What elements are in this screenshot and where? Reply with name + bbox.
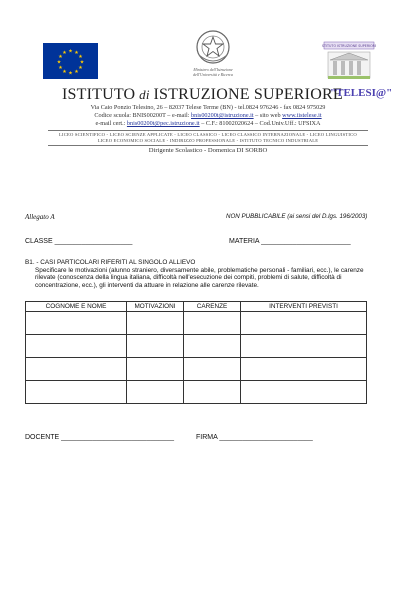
telesia-school-logo <box>322 40 376 84</box>
table-row <box>26 335 367 358</box>
svg-text:★: ★ <box>78 65 83 71</box>
table-cell[interactable] <box>184 358 241 381</box>
codice-line <box>0 112 416 119</box>
title-main: ISTRUZIONE SUPERIORE <box>153 86 343 103</box>
firma-field[interactable]: FIRMA ________________________ <box>196 434 313 441</box>
table-cell[interactable] <box>127 358 184 381</box>
svg-text:★: ★ <box>58 65 63 71</box>
svg-text:★: ★ <box>74 69 79 75</box>
table-cell[interactable] <box>184 312 241 335</box>
svg-text:★: ★ <box>62 69 67 75</box>
b1-title: B1. - CASI PARTICOLARI RIFERITI AL SINGOLO ALLIEVO <box>25 259 196 266</box>
table-cell[interactable] <box>241 358 367 381</box>
col-header-carenze: CARENZE <box>184 302 241 312</box>
table-cell[interactable] <box>127 335 184 358</box>
table-cell[interactable] <box>241 335 367 358</box>
b1-section <box>25 259 380 289</box>
header-divider-bottom <box>48 145 368 146</box>
licei-line1: LICEO SCIENTIFICO - LICEO SCIENZE APPLICATE - LICEO CLASSICO - LICEO CLASSICO INTERNAZIONALE - LICEO LINGUISTICO <box>59 132 357 137</box>
italian-republic-emblem <box>193 27 233 67</box>
svg-text:★: ★ <box>79 59 85 66</box>
pec-email-link[interactable]: bnis00200t@pec.istruzione.it <box>126 120 200 127</box>
table-cell[interactable] <box>26 381 127 404</box>
docente-field[interactable]: DOCENTE _____________________________ <box>25 434 175 441</box>
school-website-link[interactable]: www.iistelese.it <box>282 112 322 119</box>
emblem-caption <box>180 67 246 77</box>
svg-text:★: ★ <box>68 48 73 55</box>
b1-description: Specificare le motivazioni (alunno straniero, diversamente abile, problematiche personali - familiari, ecc.), le carenze rilevate (conoscenza della lingua italiana, difficoltà nell'esecuzione dei compiti, problemi di salute, difficoltà di concentrazione, ecc.), gli interventi da attuare in relazione alle carenze rilevate. <box>35 266 364 289</box>
address-line: Via Caio Ponzio Telesino, 26 – 82037 Telese Terme (BN) - tel.0824 976246 - fax 0824 975029 <box>90 104 326 111</box>
col-header-motivazioni: MOTIVAZIONI <box>127 302 184 312</box>
table-cell[interactable] <box>184 335 241 358</box>
pec-line <box>0 120 416 127</box>
table-cell[interactable] <box>127 381 184 404</box>
licei-line2: LICEO ECONOMICO SOCIALE - INDIRIZZO PROFESSIONALE - ISTITUTO TECNICO INDUSTRIALE <box>97 138 319 143</box>
non-pubblicabile-note: NON PUBBLICABILE (ai sensi del D.lgs. 196/2003) <box>226 213 368 220</box>
codice-mid: – sito web <box>253 112 283 119</box>
eu-flag-logo <box>43 43 98 79</box>
col-header-cognome: COGNOME E NOME <box>26 302 127 312</box>
emblem-caption-line2: dell'Università e Ricerca <box>193 72 233 77</box>
table-cell[interactable] <box>184 381 241 404</box>
title-prefix: ISTITUTO <box>62 86 136 103</box>
table-cell[interactable] <box>127 312 184 335</box>
dirigente: Dirigente Scolastico - Domenica DI SORBO <box>148 147 268 154</box>
svg-text:★: ★ <box>56 59 62 66</box>
table-cell[interactable] <box>241 312 367 335</box>
table-header-row <box>26 302 367 312</box>
telesia-logo-text: ISTITUTO ISTRUZIONE SUPERIORE <box>322 44 376 49</box>
svg-text:★: ★ <box>62 50 67 56</box>
emblem-caption-line1: Ministero dell'Istruzione <box>193 67 233 72</box>
header-divider-top <box>48 130 368 131</box>
pec-prefix: e-mail cert.: <box>95 120 127 127</box>
materia-field[interactable]: MATERIA _______________________ <box>229 238 351 245</box>
table-cell[interactable] <box>26 312 127 335</box>
telesi-title-mark: "TELESI@" <box>330 87 393 99</box>
svg-text:★: ★ <box>74 50 79 56</box>
table-row <box>26 358 367 381</box>
allegato-label: Allegato A <box>25 213 55 221</box>
students-table <box>25 301 367 404</box>
svg-text:★: ★ <box>58 54 63 60</box>
pec-suffix: – C.F.: 81002020624 – Cod.Univ.Uff.: UFSIXA <box>199 120 321 127</box>
table-cell[interactable] <box>26 335 127 358</box>
svg-text:★: ★ <box>78 54 83 60</box>
classe-field[interactable]: CLASSE ____________________ <box>25 238 133 245</box>
table-row <box>26 381 367 404</box>
title-di: di <box>139 87 150 102</box>
codice-prefix: Codice scuola: BNIS00200T – e-mail: <box>94 112 192 119</box>
school-title <box>62 86 362 104</box>
table-cell[interactable] <box>241 381 367 404</box>
svg-text:★: ★ <box>68 70 73 77</box>
col-header-interventi: INTERVENTI PREVISTI <box>241 302 367 312</box>
school-email-link[interactable]: bnis00200t@istruzione.it <box>191 112 254 119</box>
table-row <box>26 312 367 335</box>
table-cell[interactable] <box>26 358 127 381</box>
